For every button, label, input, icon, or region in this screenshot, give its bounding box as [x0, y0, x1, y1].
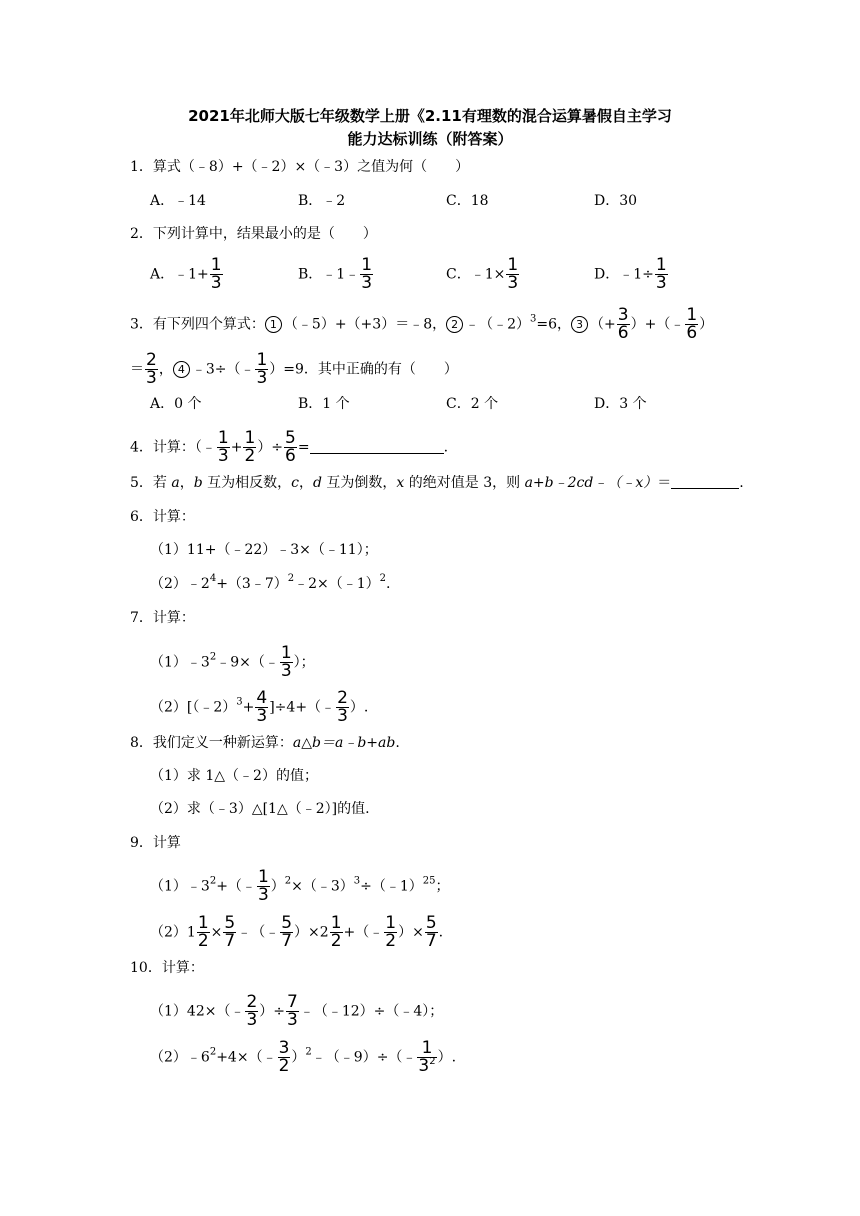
- question-9-stem: 9．计算: [130, 835, 181, 851]
- fraction: $\frac{1}{3}$: [256, 350, 268, 388]
- fraction: $\frac{1}{3}$: [257, 867, 269, 905]
- answer-blank: [671, 488, 739, 489]
- title-line-1: 2021年北师大版七年级数学上册《2.11有理数的混合运算暑假自主学习: [188, 107, 672, 125]
- q9-part-2: （2）1 $\frac{1}{2}$ × $\frac{5}{7}$ ﹣（﹣ $\frac{5}{7}$ ）×2 $\frac{1}{2}$ +（﹣ $\frac{1}{2}$ ）× $\frac{5}{7}$ .: [150, 913, 444, 951]
- question-2-stem: 2．下列计算中，结果最小的是（ ）: [130, 226, 377, 242]
- question-5: 5．若 a，b 互为相反数，c，d 互为倒数，x 的绝对值是 3，则 a+b﹣2cd﹣（﹣x）＝ .: [130, 475, 744, 491]
- fraction: $\frac{1}{3}$: [210, 255, 222, 293]
- q3-option-d: D．3 个: [594, 396, 647, 412]
- q2-option-c: C．﹣1× $\frac{1}{3}$: [446, 255, 519, 293]
- question-7-stem: 7．计算：: [130, 610, 195, 626]
- fraction: $\frac{2}{3}$: [246, 992, 258, 1030]
- fraction: $\frac{1}{3^2}$: [418, 1038, 436, 1076]
- circled-number: 1: [265, 316, 282, 333]
- fraction: $\frac{1}{3}$: [280, 643, 292, 681]
- question-10-stem: 10．计算：: [130, 960, 204, 976]
- q9-part-1: $(1)﹣3^2+(﹣$ $\frac{1}{3}$ ）$^2$×（﹣3）$^3$÷（﹣1）$^{25}$；: [150, 867, 450, 905]
- q10-part-1: （1）42×（﹣ $\frac{2}{3}$ ）÷ $\frac{7}{3}$ ﹣（﹣12）÷（﹣4）；: [150, 992, 444, 1030]
- fraction: $\frac{5}{7}$: [281, 913, 293, 951]
- fraction: $\frac{7}{3}$: [287, 992, 298, 1030]
- fraction: $\frac{1}{3}$: [655, 255, 667, 293]
- fraction: $\frac{1}{2}$: [244, 428, 256, 466]
- q6-part-1: （1）11+（﹣22）﹣3×（﹣11）；: [150, 542, 378, 558]
- fraction: $\frac{5}{7}$: [425, 913, 437, 951]
- q2-option-d: D．﹣1÷ $\frac{1}{3}$: [594, 255, 667, 293]
- q7-part-1: $(1)﹣3^2﹣9\times(﹣$ $\frac{1}{3}$ ）；: [150, 643, 315, 681]
- q8-part-2: （2）求（﹣3）△[1△（﹣2）]的值.: [150, 801, 370, 817]
- title-line-2: 能力达标训练（附答案）: [347, 130, 513, 148]
- circled-number: 3: [571, 316, 588, 333]
- fraction: $\frac{1}{3}$: [217, 428, 229, 466]
- fraction: $\frac{5}{7}$: [224, 913, 236, 951]
- circled-number: 4: [173, 361, 190, 378]
- fraction: $\frac{3}{6}$: [617, 305, 629, 343]
- q2-option-a: A．﹣1+ $\frac{1}{3}$: [150, 255, 222, 293]
- fraction: $\frac{1}{3}$: [507, 255, 519, 293]
- q2-option-b: B．﹣1﹣ $\frac{1}{3}$: [298, 255, 373, 293]
- fraction: $\frac{3}{2}$: [278, 1038, 290, 1076]
- answer-blank: [310, 453, 444, 454]
- question-4: 4．计算：（﹣ $\frac{1}{3}$ + $\frac{1}{2}$ ）÷ $\frac{5}{6}$ = .: [130, 428, 449, 466]
- question-6-stem: 6．计算：: [130, 509, 195, 525]
- fraction: $\frac{4}{3}$: [256, 688, 268, 726]
- q7-part-2: （2）[（﹣2）$^3$+ $\frac{4}{3}$ ]÷4+（﹣ $\frac{2}{3}$ ）.: [150, 688, 369, 726]
- q10-part-2: $(2)﹣6^2+4\times(﹣$ $\frac{3}{2}$ ）$^2$﹣（﹣9）÷（﹣ $\frac{1}{3^2}$ ）.: [150, 1038, 457, 1076]
- circled-number: 2: [446, 316, 463, 333]
- q3-option-a: A．0 个: [150, 396, 202, 412]
- fraction: $\frac{5}{6}$: [285, 428, 296, 466]
- fraction: $\frac{1}{6}$: [686, 305, 698, 343]
- fraction: $\frac{1}{2}$: [385, 913, 397, 951]
- q1-option-d: D．30: [594, 193, 638, 209]
- q1-option-a: A．﹣14: [150, 193, 206, 209]
- q3-option-c: C．2 个: [446, 396, 499, 412]
- fraction: $\frac{1}{3}$: [361, 255, 373, 293]
- fraction: $\frac{2}{3}$: [337, 688, 348, 726]
- question-1-stem: 1．算式（﹣8）+（﹣2）×（﹣3）之值为何（ ）: [130, 159, 470, 175]
- fraction: $\frac{1}{2}$: [197, 913, 209, 951]
- fraction: $\frac{1}{2}$: [330, 913, 342, 951]
- question-8-stem: 8．我们定义一种新运算：a△b＝a﹣b+ab.: [130, 735, 400, 751]
- q8-part-1: （1）求 1△（﹣2）的值；: [150, 768, 318, 784]
- q3-option-b: B．1 个: [298, 396, 350, 412]
- q1-option-b: B．﹣2: [298, 193, 346, 209]
- q1-option-c: C．18: [446, 193, 489, 209]
- q6-part-2: $(2)﹣2^4+(3﹣7)^2﹣2\times(﹣1)^2$.: [150, 573, 391, 592]
- question-3-line-2: ＝ $\frac{2}{3}$ ， 4 ﹣3÷（﹣ $\frac{1}{3}$ ）=9．其中正确的有（ ）: [130, 350, 458, 388]
- fraction: $\frac{2}{3}$: [146, 350, 157, 388]
- question-3-line-1: 3．有下列四个算式： 1 （﹣5）+（+3）＝﹣8， 2 ﹣（﹣2）$^3$=6， 3 （+ $\frac{3}{6}$ ）+（﹣ $\frac{1}{6}$ ）: [130, 305, 714, 343]
